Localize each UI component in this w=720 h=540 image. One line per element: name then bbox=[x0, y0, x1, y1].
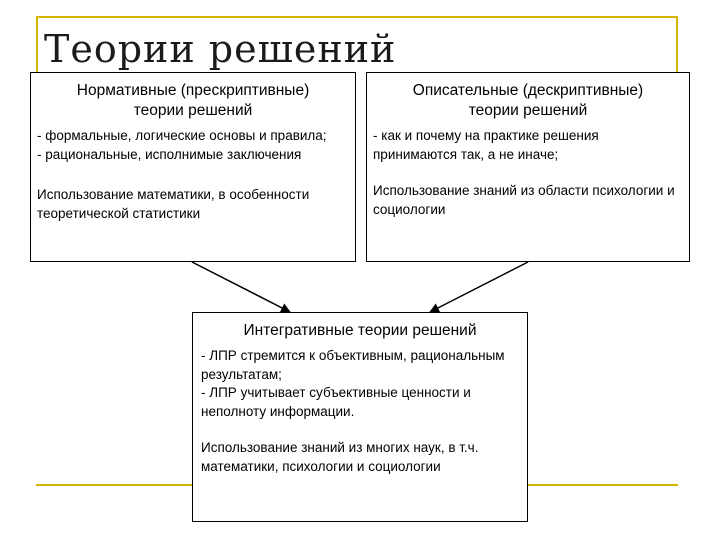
descriptive-title bbox=[373, 81, 683, 121]
integrative-point-1: - ЛПР стремится к объективным, рациональным результатам; bbox=[201, 348, 505, 382]
normative-title bbox=[37, 81, 349, 121]
descriptive-note: Использование знаний из области психологии и социологии bbox=[373, 183, 675, 217]
arrow-normative-to-integrative bbox=[192, 262, 290, 312]
normative-theories-box bbox=[30, 72, 356, 262]
descriptive-point-1: - как и почему на практике решения принимаются так, а не иначе; bbox=[373, 128, 599, 162]
normative-title-line1: Нормативные (прескриптивные) bbox=[76, 82, 310, 99]
descriptive-title-line2: теории решений bbox=[468, 102, 588, 119]
arrow-descriptive-to-integrative bbox=[430, 262, 528, 312]
normative-point-2: - рациональные, исполнимые заключения bbox=[37, 146, 302, 162]
descriptive-theories-box bbox=[366, 72, 690, 262]
descriptive-title-line1: Описательные (дескриптивные) bbox=[412, 82, 644, 99]
integrative-theories-box bbox=[192, 312, 528, 522]
integrative-body bbox=[201, 347, 519, 476]
normative-note: Использование математики, в особенности теоретической статистики bbox=[37, 187, 310, 221]
integrative-title: Интегративные теории решений bbox=[243, 322, 477, 339]
descriptive-body bbox=[373, 127, 683, 219]
integrative-point-2: - ЛПР учитывает субъективные ценности и неполноту информации. bbox=[201, 385, 471, 419]
normative-point-1: - формальные, логические основы и правила; bbox=[37, 128, 327, 143]
top-decorative-line bbox=[36, 16, 678, 18]
normative-title-line2: теории решений bbox=[133, 102, 253, 119]
slide-title: Теории решений bbox=[44, 27, 397, 71]
normative-body bbox=[37, 127, 349, 223]
left-decorative-line bbox=[36, 16, 38, 76]
integrative-note: Использование знаний из многих наук, в т.ч. математики, психологии и социологии bbox=[201, 440, 479, 474]
